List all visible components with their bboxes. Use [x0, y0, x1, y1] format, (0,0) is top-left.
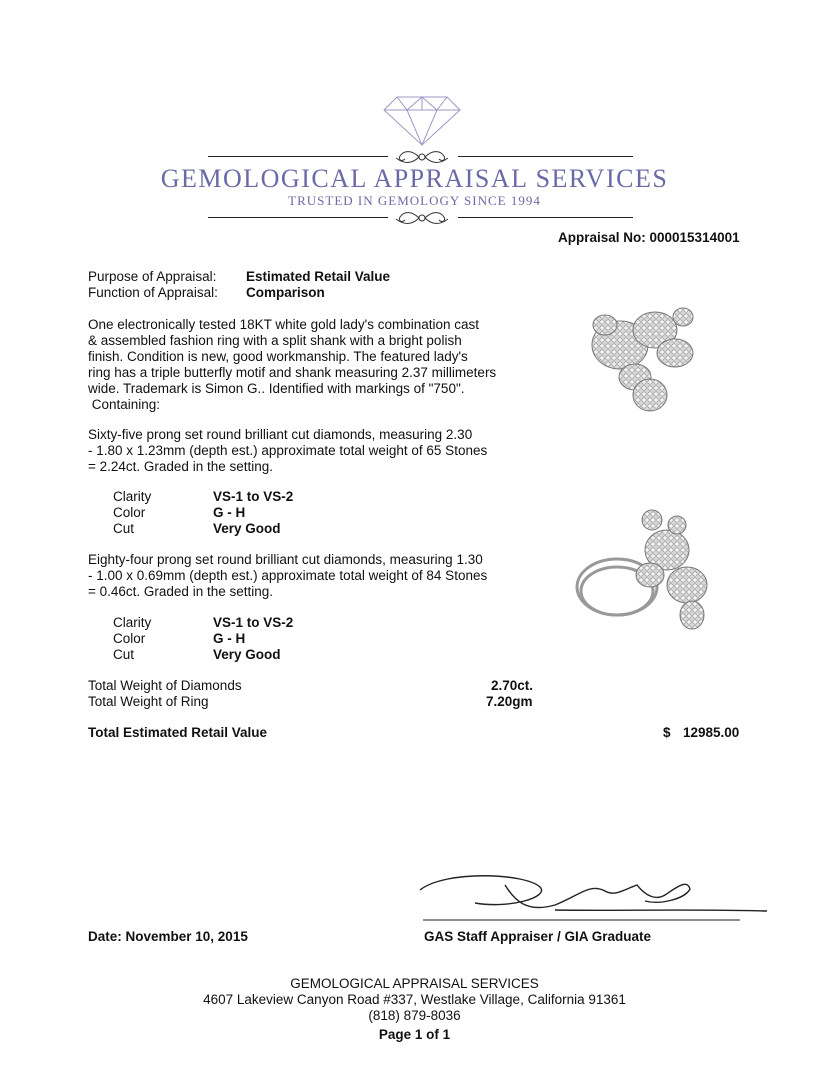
total-ring-label: Total Weight of Ring: [88, 694, 209, 709]
stone-line: = 0.46ct. Graded in the setting.: [88, 584, 273, 599]
stone-line: - 1.00 x 0.69mm (depth est.) approximate total weight of 84 Stones: [88, 568, 488, 583]
function-value: Comparison: [246, 285, 325, 300]
cut-label: Cut: [113, 647, 135, 662]
color-value: G - H: [213, 505, 246, 520]
brand-name: GEMOLOGICAL APPRAISAL SERVICES: [160, 164, 669, 193]
stone-group-1-description: [88, 427, 503, 475]
description-line: One electronically tested 18KT white gold lady's combination cast: [88, 317, 480, 332]
brand-tagline: TRUSTED IN GEMOLOGY SINCE 1994: [288, 193, 541, 208]
header-rule-bottom-right: [458, 217, 633, 218]
appraisal-date: Date: November 10, 2015: [88, 929, 248, 944]
cut-label: Cut: [113, 521, 135, 536]
header-rule-bottom-left: [208, 217, 388, 218]
description-line: & assembled fashion ring with a split shank with a bright polish: [88, 333, 462, 348]
appraisal-number: Appraisal No: 000015314001: [558, 230, 740, 245]
stone-line: Sixty-five prong set round brilliant cut diamonds, measuring 2.30: [88, 427, 473, 442]
ornament-flourish-icon: [382, 209, 462, 227]
cut-value: Very Good: [213, 521, 281, 536]
footer-address: 4607 Lakeview Canyon Road #337, Westlake Village, California 91361: [203, 992, 626, 1007]
purpose-value: Estimated Retail Value: [246, 269, 391, 284]
item-description: [88, 317, 503, 413]
clarity-value: VS-1 to VS-2: [213, 489, 294, 504]
total-diamonds-value: 2.70ct.: [491, 678, 534, 693]
color-value: G - H: [213, 631, 246, 646]
description-line: ring has a triple butterfly motif and shank measuring 2.37 millimeters: [88, 365, 497, 380]
appraiser-title: GAS Staff Appraiser / GIA Graduate: [424, 929, 652, 944]
header-rule-top-left: [208, 156, 388, 157]
cut-value: Very Good: [213, 647, 281, 662]
description-line: Containing:: [88, 397, 161, 412]
ring-photo-side: [572, 505, 712, 640]
function-label: Function of Appraisal:: [88, 285, 218, 300]
color-label: Color: [113, 505, 146, 520]
total-diamonds-label: Total Weight of Diamonds: [88, 678, 242, 693]
clarity-label: Clarity: [113, 615, 152, 630]
diamond-logo-icon: [383, 96, 461, 146]
clarity-value: VS-1 to VS-2: [213, 615, 294, 630]
header-rule-top-right: [458, 156, 633, 157]
signature-mark: [415, 865, 770, 925]
ring-photo-top: [575, 295, 705, 420]
footer-phone: (818) 879-8036: [368, 1008, 461, 1023]
stone-line: Eighty-four prong set round brilliant cut diamonds, measuring 1.30: [88, 552, 483, 567]
total-retail-value: 12985.00: [683, 725, 740, 740]
stone-group-2-description: [88, 552, 503, 600]
color-label: Color: [113, 631, 146, 646]
page-number: Page 1 of 1: [378, 1027, 451, 1042]
description-line: finish. Condition is new, good workmanship. The featured lady's: [88, 349, 468, 364]
total-ring-value: 7.20gm: [486, 694, 533, 709]
clarity-label: Clarity: [113, 489, 152, 504]
footer-company: GEMOLOGICAL APPRAISAL SERVICES: [290, 976, 539, 991]
stone-line: - 1.80 x 1.23mm (depth est.) approximate total weight of 65 Stones: [88, 443, 488, 458]
stone-line: = 2.24ct. Graded in the setting.: [88, 459, 273, 474]
description-line: wide. Trademark is Simon G.. Identified with markings of "750".: [88, 381, 465, 396]
total-retail-label: Total Estimated Retail Value: [88, 725, 268, 740]
purpose-label: Purpose of Appraisal:: [88, 269, 217, 284]
currency-symbol: $: [663, 725, 671, 740]
